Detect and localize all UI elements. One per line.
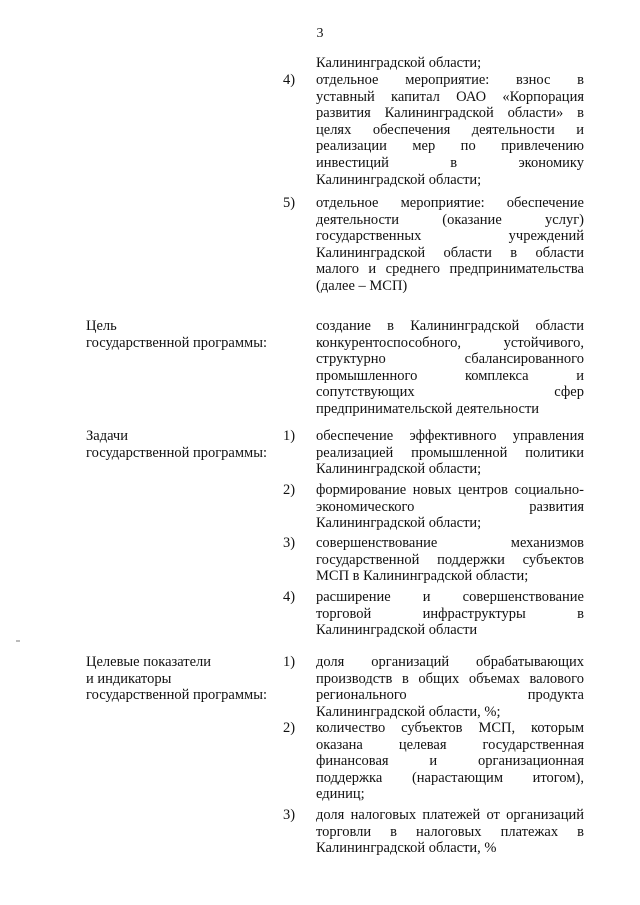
text-line: малого и среднего предпринимательства [316,261,584,278]
indicators-label [86,654,296,704]
text-line: производств в общих объемах валового [316,670,584,687]
text-line: обеспечение эффективного управления [316,428,584,444]
text-line: поддержка (нарастающим итогом), [316,769,584,786]
text-line: Калининградской области, %; [316,703,501,720]
text-line: Калининградской области [316,622,478,639]
label-line: государственной программы: [86,444,267,461]
text-line: создание в Калининградской области [316,318,584,334]
list-number: 3) [283,535,296,551]
goal-text [316,318,584,418]
text-line: единиц; [316,786,365,803]
list-number: 1) [283,428,296,444]
indicator-item [316,720,584,803]
text-line: (далее – МСП) [316,277,408,294]
list-number: 2) [283,482,296,498]
label-line: Задачи [86,428,128,444]
task-item [316,428,584,478]
indicator-item [316,654,584,720]
label-line: Цель [86,318,117,334]
text-line: государственных учреждений [316,228,584,245]
task-item [316,535,584,585]
text-line: оказана целевая государственная [316,736,584,753]
task-item [316,482,584,532]
text-line: промышленного комплекса и [316,367,584,384]
list-item [316,72,584,188]
list-number: 5) [283,195,296,211]
text-line: реализации мер по привлечению [316,138,584,155]
text-line: Калининградской области; [316,515,482,532]
text-line: развития Калининградской области» в [316,105,584,122]
indicator-item [316,807,584,857]
text-line: целях обеспечения деятельности и [316,121,584,138]
text-line: количество субъектов МСП, которым [316,720,584,736]
tasks-label [86,428,296,461]
text-line: торговли в налоговых платежах в [316,823,584,840]
scan-mark [16,640,20,642]
text-line: инвестиций в экономику [316,154,584,171]
text-line: регионального продукта [316,687,584,704]
text-line: совершенствование механизмов [316,535,584,551]
text-line: доля организаций обрабатывающих [316,654,584,670]
text-line: формирование новых центров социально- [316,482,584,498]
text-line: расширение и совершенствование [316,589,584,605]
list-item [316,55,584,72]
label-line: и индикаторы [86,670,172,687]
text-line: экономического развития [316,498,584,515]
text-line: торговой инфраструктуры в [316,605,584,622]
list-number: 2) [283,720,296,736]
text-line: Калининградской области; [316,461,482,478]
list-item [316,195,584,295]
text-line: доля налоговых платежей от организаций [316,807,584,823]
text-line: Калининградской области; [316,171,482,188]
label-line: Целевые показатели [86,654,212,670]
text-line: государственной поддержки субъектов [316,551,584,568]
list-number: 1) [283,654,296,670]
text-line: конкурентоспособного, устойчивого, [316,334,584,351]
text-line: отдельное мероприятие: обеспечение [316,195,584,211]
list-number: 4) [283,72,296,88]
page-number: 3 [316,26,324,41]
text-line: финансовая и организационная [316,753,584,770]
text-line: предпринимательской деятельности [316,400,540,417]
text-line: сопутствующих сфер [316,384,584,401]
task-item [316,589,584,639]
text-line: МСП в Калининградской области; [316,568,529,585]
list-number: 3) [283,807,296,823]
text-line: Калининградской области в области [316,244,584,261]
text-line: отдельное мероприятие: взнос в [316,72,584,88]
text-line: деятельности (оказание услуг) [316,211,584,228]
text-line: Калининградской области; [316,55,482,71]
text-line: Калининградской области, % [316,840,497,857]
goal-label [86,318,296,351]
label-line: государственной программы: [86,334,267,351]
text-line: реализацией промышленной политики [316,444,584,461]
list-number: 4) [283,589,296,605]
label-line: государственной программы: [86,687,267,704]
text-line: уставный капитал ОАО «Корпорация [316,88,584,105]
text-line: структурно сбалансированного [316,351,584,368]
